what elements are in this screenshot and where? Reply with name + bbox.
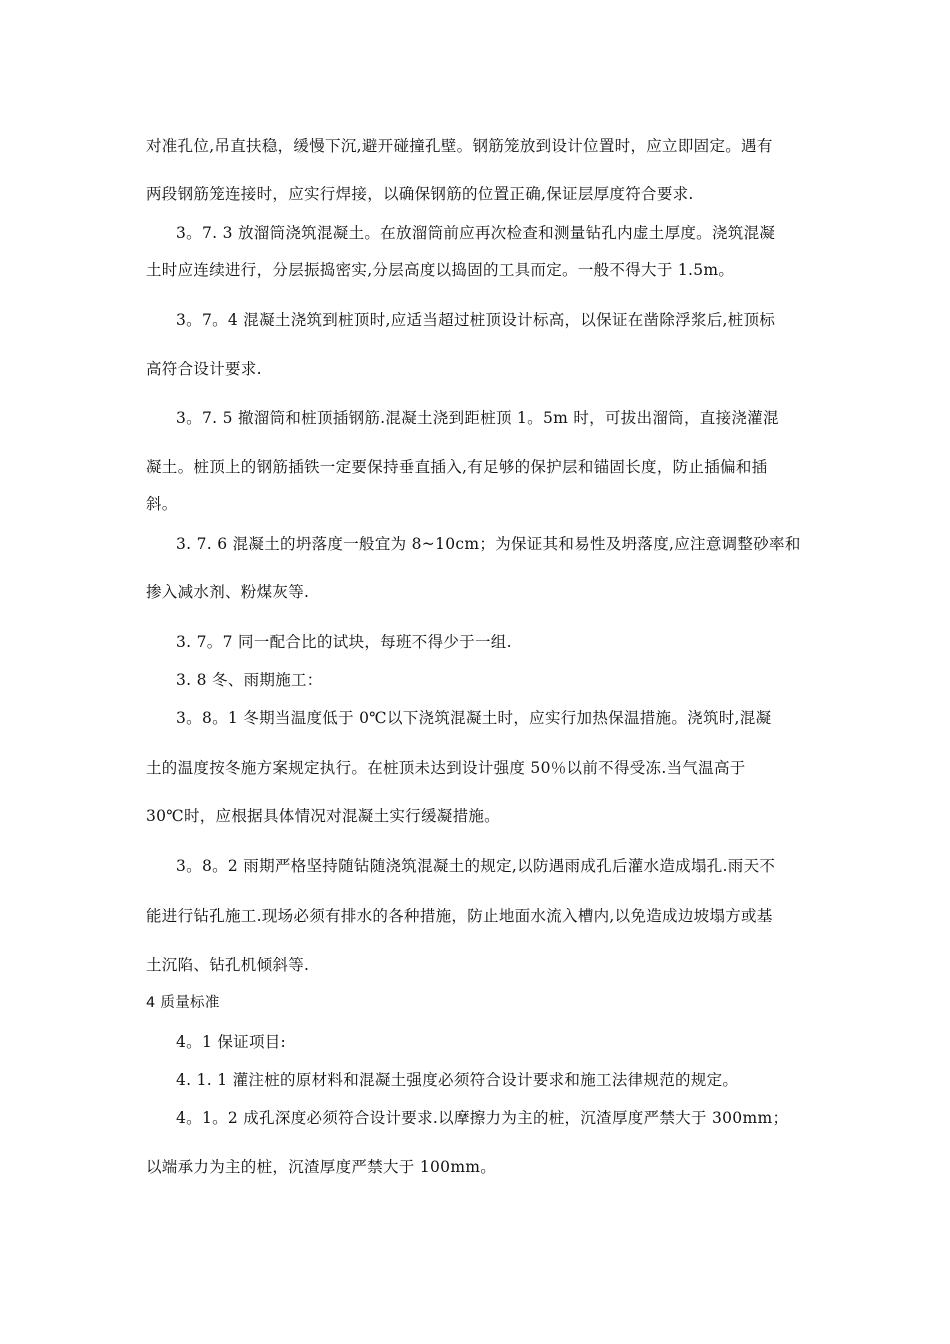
chapter-heading: 4 质量标准	[146, 995, 220, 1011]
paragraph-line: 土时应连续进行，分层振捣密实,分层高度以捣固的工具而定。一般不得大于 1.5m。	[146, 261, 735, 279]
paragraph-line: 4。1。2 成孔深度必须符合设计要求.以摩擦力为主的桩，沉渣厚度严禁大于 300mm；	[176, 1109, 789, 1127]
paragraph-line: 能进行钻孔施工.现场必须有排水的各种措施，防止地面水流入槽内,以免造成边坡塌方或基	[146, 907, 773, 925]
paragraph-line: 30℃时，应根据具体情况对混凝土实行缓凝措施。	[146, 807, 500, 825]
paragraph-line: 3。8。2 雨期严格坚持随钻随浇筑混凝土的规定,以防遇雨成孔后灌水造成塌孔.雨天不	[176, 857, 776, 875]
paragraph-line: 凝土。桩顶上的钢筋插铁一定要保持垂直插入,有足够的保护层和锚固长度，防止插偏和插	[146, 458, 768, 476]
paragraph-line: 以端承力为主的桩，沉渣厚度严禁大于 100mm。	[146, 1158, 497, 1176]
paragraph-line: 3。7. 3 放溜筒浇筑混凝土。在放溜筒前应再次检查和测量钻孔内虚土厚度。浇筑混凝	[176, 224, 776, 242]
paragraph-line: 土沉陷、钻孔机倾斜等.	[146, 956, 310, 974]
paragraph-line: 两段钢筋笼连接时，应实行焊接，以确保钢筋的位置正确,保证层厚度符合要求.	[146, 185, 694, 203]
paragraph-line: 3。7. 5 撤溜筒和桩顶插钢筋.混凝土浇到距桩顶 1。5m 时，可拔出溜筒，直接浇灌混	[176, 409, 779, 427]
section-heading: 4。1 保证项目:	[176, 1033, 287, 1051]
paragraph-line: 3. 7。7 同一配合比的试块，每班不得少于一组.	[176, 633, 512, 651]
paragraph-line: 3。7。4 混凝土浇筑到桩顶时,应适当超过桩顶设计标高，以保证在凿除浮浆后,桩顶标	[176, 311, 776, 329]
paragraph-line: 土的温度按冬施方案规定执行。在桩顶未达到设计强度 50％以前不得受冻.当气温高于	[146, 759, 746, 777]
paragraph-line: 对准孔位,吊直扶稳，缓慢下沉,避开碰撞孔壁。钢筋笼放到设计位置时，应立即固定。遇有	[146, 137, 773, 155]
paragraph-line: 高符合设计要求.	[146, 360, 262, 378]
paragraph-line: 掺入减水剂、粉煤灰等.	[146, 583, 310, 601]
paragraph-line: 斜。	[146, 495, 178, 513]
section-heading: 3. 8 冬、雨期施工：	[176, 671, 323, 689]
paragraph-line: 4. 1. 1 灌注桩的原材料和混凝土强度必须符合设计要求和施工法律规范的规定。	[176, 1071, 739, 1089]
paragraph-line: 3。8。1 冬期当温度低于 0℃以下浇筑混凝土时，应实行加热保温措施。浇筑时,混凝	[176, 709, 772, 727]
paragraph-line: 3. 7. 6 混凝土的坍落度一般宜为 8~10cm；为保证其和易性及坍落度,应注意调整砂率和	[176, 535, 801, 553]
